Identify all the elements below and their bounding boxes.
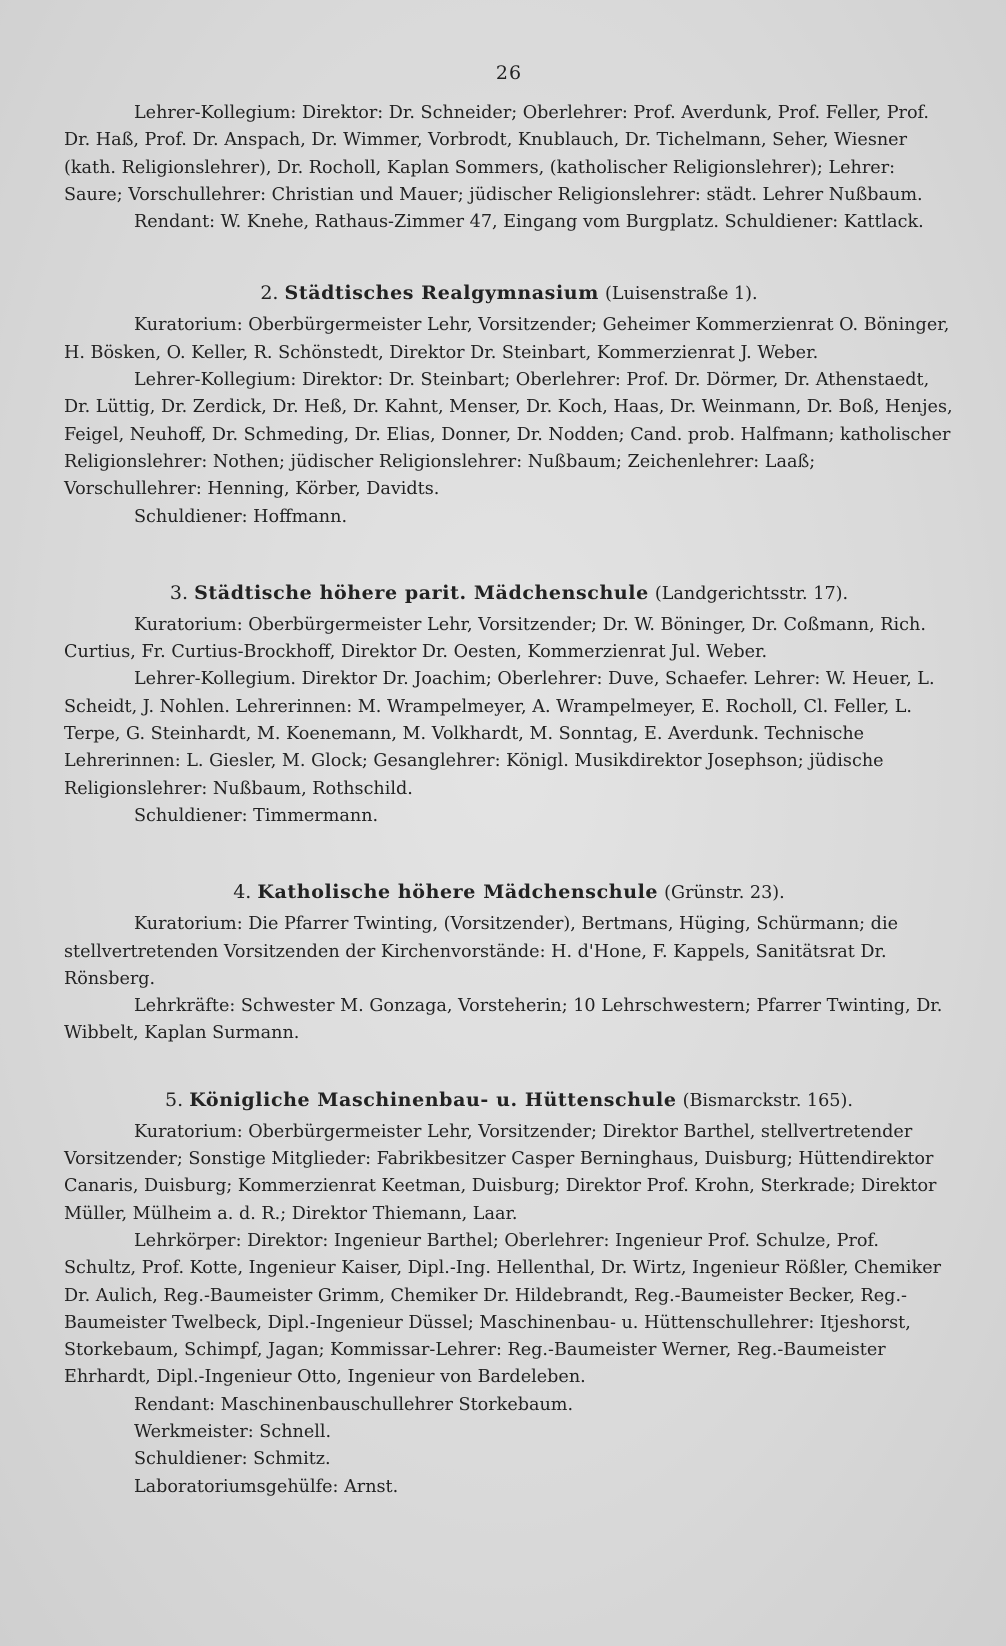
section-title: Städtisches Realgymnasium (284, 282, 599, 305)
section-title: Königliche Maschinenbau- u. Hüttenschule (189, 1088, 677, 1111)
section-paragraph: Kuratorium: Die Pfarrer Twinting, (Vorsitzender), Bertmans, Hüging, Schürmann; die stellvertretenden Vorsitzenden der Kirchenvorstände: H. d'Hone, F. Kappels, Sanitätsrat Dr. Rönsberg. (64, 914, 898, 989)
section-paragraph: Lehrkräfte: Schwester M. Gonzaga, Vorsteherin; 10 Lehrschwestern; Pfarrer Twinting, Dr. Wibbelt, Kaplan Surmann. (64, 996, 943, 1044)
section-paragraph: Werkmeister: Schnell. (134, 1421, 332, 1442)
section-number: 4. (233, 881, 252, 904)
section-heading (64, 279, 954, 308)
section-paragraph: Lehrkörper: Direktor: Ingenieur Barthel; Oberlehrer: Ingenieur Prof. Schulze, Prof. Schultz, Prof. Kotte, Ingenieur Kaiser, Dipl.-Ing. Hellenthal, Dr. Wirtz, Ingenieur Rößler, Chemiker Dr. Aulich, Reg.-Baumeister Grimm, Chemiker Dr. Hildebrandt, Reg.-Baumeister Becker, Reg.-Baumeister Twelbeck, Dipl.-Ingenieur Düssel; Maschinenbau- u. Hüttenschullehrer: Itjeshorst, Storkebaum, Schimpf, Jagan; Kommissar-Lehrer: Reg.-Baumeister Werner, Reg.-Baumeister Ehrhardt, Dipl.-Ingenieur Otto, Ingenieur von Bardeleben. (64, 1230, 942, 1388)
section-number: 2. (260, 282, 279, 305)
section-title: Städtische höhere parit. Mädchenschule (194, 581, 649, 604)
section-maschinenbauschule (64, 1086, 954, 1501)
section-paragraph: Schuldiener: Hoffmann. (134, 506, 348, 527)
section-paragraph: Lehrer-Kollegium: Direktor: Dr. Steinbart; Oberlehrer: Prof. Dr. Dörmer, Dr. Athenstaedt, Dr. Lüttig, Dr. Zerdick, Dr. Heß, Dr. Kahnt, Menser, Dr. Koch, Haas, Dr. Weinmann, Dr. Boß, Henjes, Feigel, Neuhoff, Dr. Schmeding, Dr. Elias, Donner, Dr. Nodden; Cand. prob. Halfmann; katholischer Religionslehrer: Nothen; jüdischer Religionslehrer: Nußbaum; Zeichenlehrer: Laaß; Vorschullehrer: Henning, Körber, Davidts. (64, 370, 953, 500)
section-paragraph: Kuratorium: Oberbürgermeister Lehr, Vorsitzender; Direktor Barthel, stellvertretender Vorsitzender; Sonstige Mitglieder: Fabrikbesitzer Casper Berninghaus, Duisburg; Hüttendirektor Canaris, Duisburg; Kommerzienrat Keetman, Duisburg; Direktor Prof. Krohn, Sterkrade; Direktor Müller, Mülheim a. d. R.; Direktor Thiemann, Laar. (64, 1121, 937, 1224)
intro-paragraph: Lehrer-Kollegium: Direktor: Dr. Schneider; Oberlehrer: Prof. Averdunk, Prof. Feller, Prof. Dr. Haß, Prof. Dr. Anspach, Dr. Wimmer, Vorbrodt, Knublauch, Dr. Tichelmann, Seher, Wiesner (kath. Religionslehrer), Dr. Rocholl, Kaplan Sommers, (katholischer Religionslehrer); Lehrer: Saure; Vorschullehrer: Christian und Mauer; jüdischer Religionslehrer: städt. Lehrer Nußbaum. (64, 103, 930, 205)
section-title: Katholische höhere Mädchenschule (257, 881, 659, 904)
section-number: 5. (165, 1088, 184, 1111)
section-paragraph: Schuldiener: Timmermann. (134, 805, 379, 826)
intro-paragraph: Rendant: W. Knehe, Rathaus-Zimmer 47, Eingang vom Burgplatz. Schuldiener: Kattlack. (134, 212, 924, 233)
section-kath-maedchenschule (64, 878, 954, 1047)
page-number: 26 (495, 62, 523, 84)
section-heading (64, 878, 954, 907)
section-number: 3. (169, 581, 189, 604)
section-paragraph: Lehrer-Kollegium. Direktor Dr. Joachim; Oberlehrer: Duve, Schaefer. Lehrer: W. Heuer, L. Scheidt, J. Nohlen. Lehrerinnen: M. Wrampelmeyer, A. Wrampelmeyer, E. Rocholl, Cl. Feller, L. Terpe, G. Steinhardt, M. Koenemann, M. Volkhardt, M. Sonntag, E. Averdunk. Technische Lehrerinnen: L. Giesler, M. Glock; Gesanglehrer: Königl. Musikdirektor Josephson; jüdische Religionslehrer: Nußbaum, Rothschild. (64, 669, 935, 799)
intro-section (64, 100, 954, 236)
section-address: (Luisenstraße 1). (604, 284, 758, 305)
section-paragraph: Rendant: Maschinenbauschullehrer Storkebaum. (134, 1394, 574, 1415)
section-heading (64, 579, 954, 608)
section-paragraph: Kuratorium: Oberbürgermeister Lehr, Vorsitzender; Geheimer Kommerzienrat O. Böninger, H. Bösken, O. Keller, R. Schönstedt, Direktor Dr. Steinbart, Kommerzienrat J. Weber. (64, 315, 950, 363)
section-address: (Grünstr. 23). (664, 883, 785, 904)
section-address: (Bismarckstr. 165). (682, 1090, 853, 1111)
section-address: (Landgerichtsstr. 17). (654, 583, 849, 604)
section-realgymnasium (64, 279, 954, 530)
section-paragraph: Schuldiener: Schmitz. (134, 1449, 331, 1470)
section-heading (64, 1086, 954, 1115)
section-paragraph: Kuratorium: Oberbürgermeister Lehr, Vorsitzender; Dr. W. Böninger, Dr. Coßmann, Rich. Curtius, Fr. Curtius-Brockhoff, Direktor Dr. Oesten, Kommerzienrat Jul. Weber. (64, 614, 926, 663)
section-paragraph: Laboratoriumsgehülfe: Arnst. (134, 1476, 399, 1497)
section-maedchenschule-parit (64, 579, 954, 830)
